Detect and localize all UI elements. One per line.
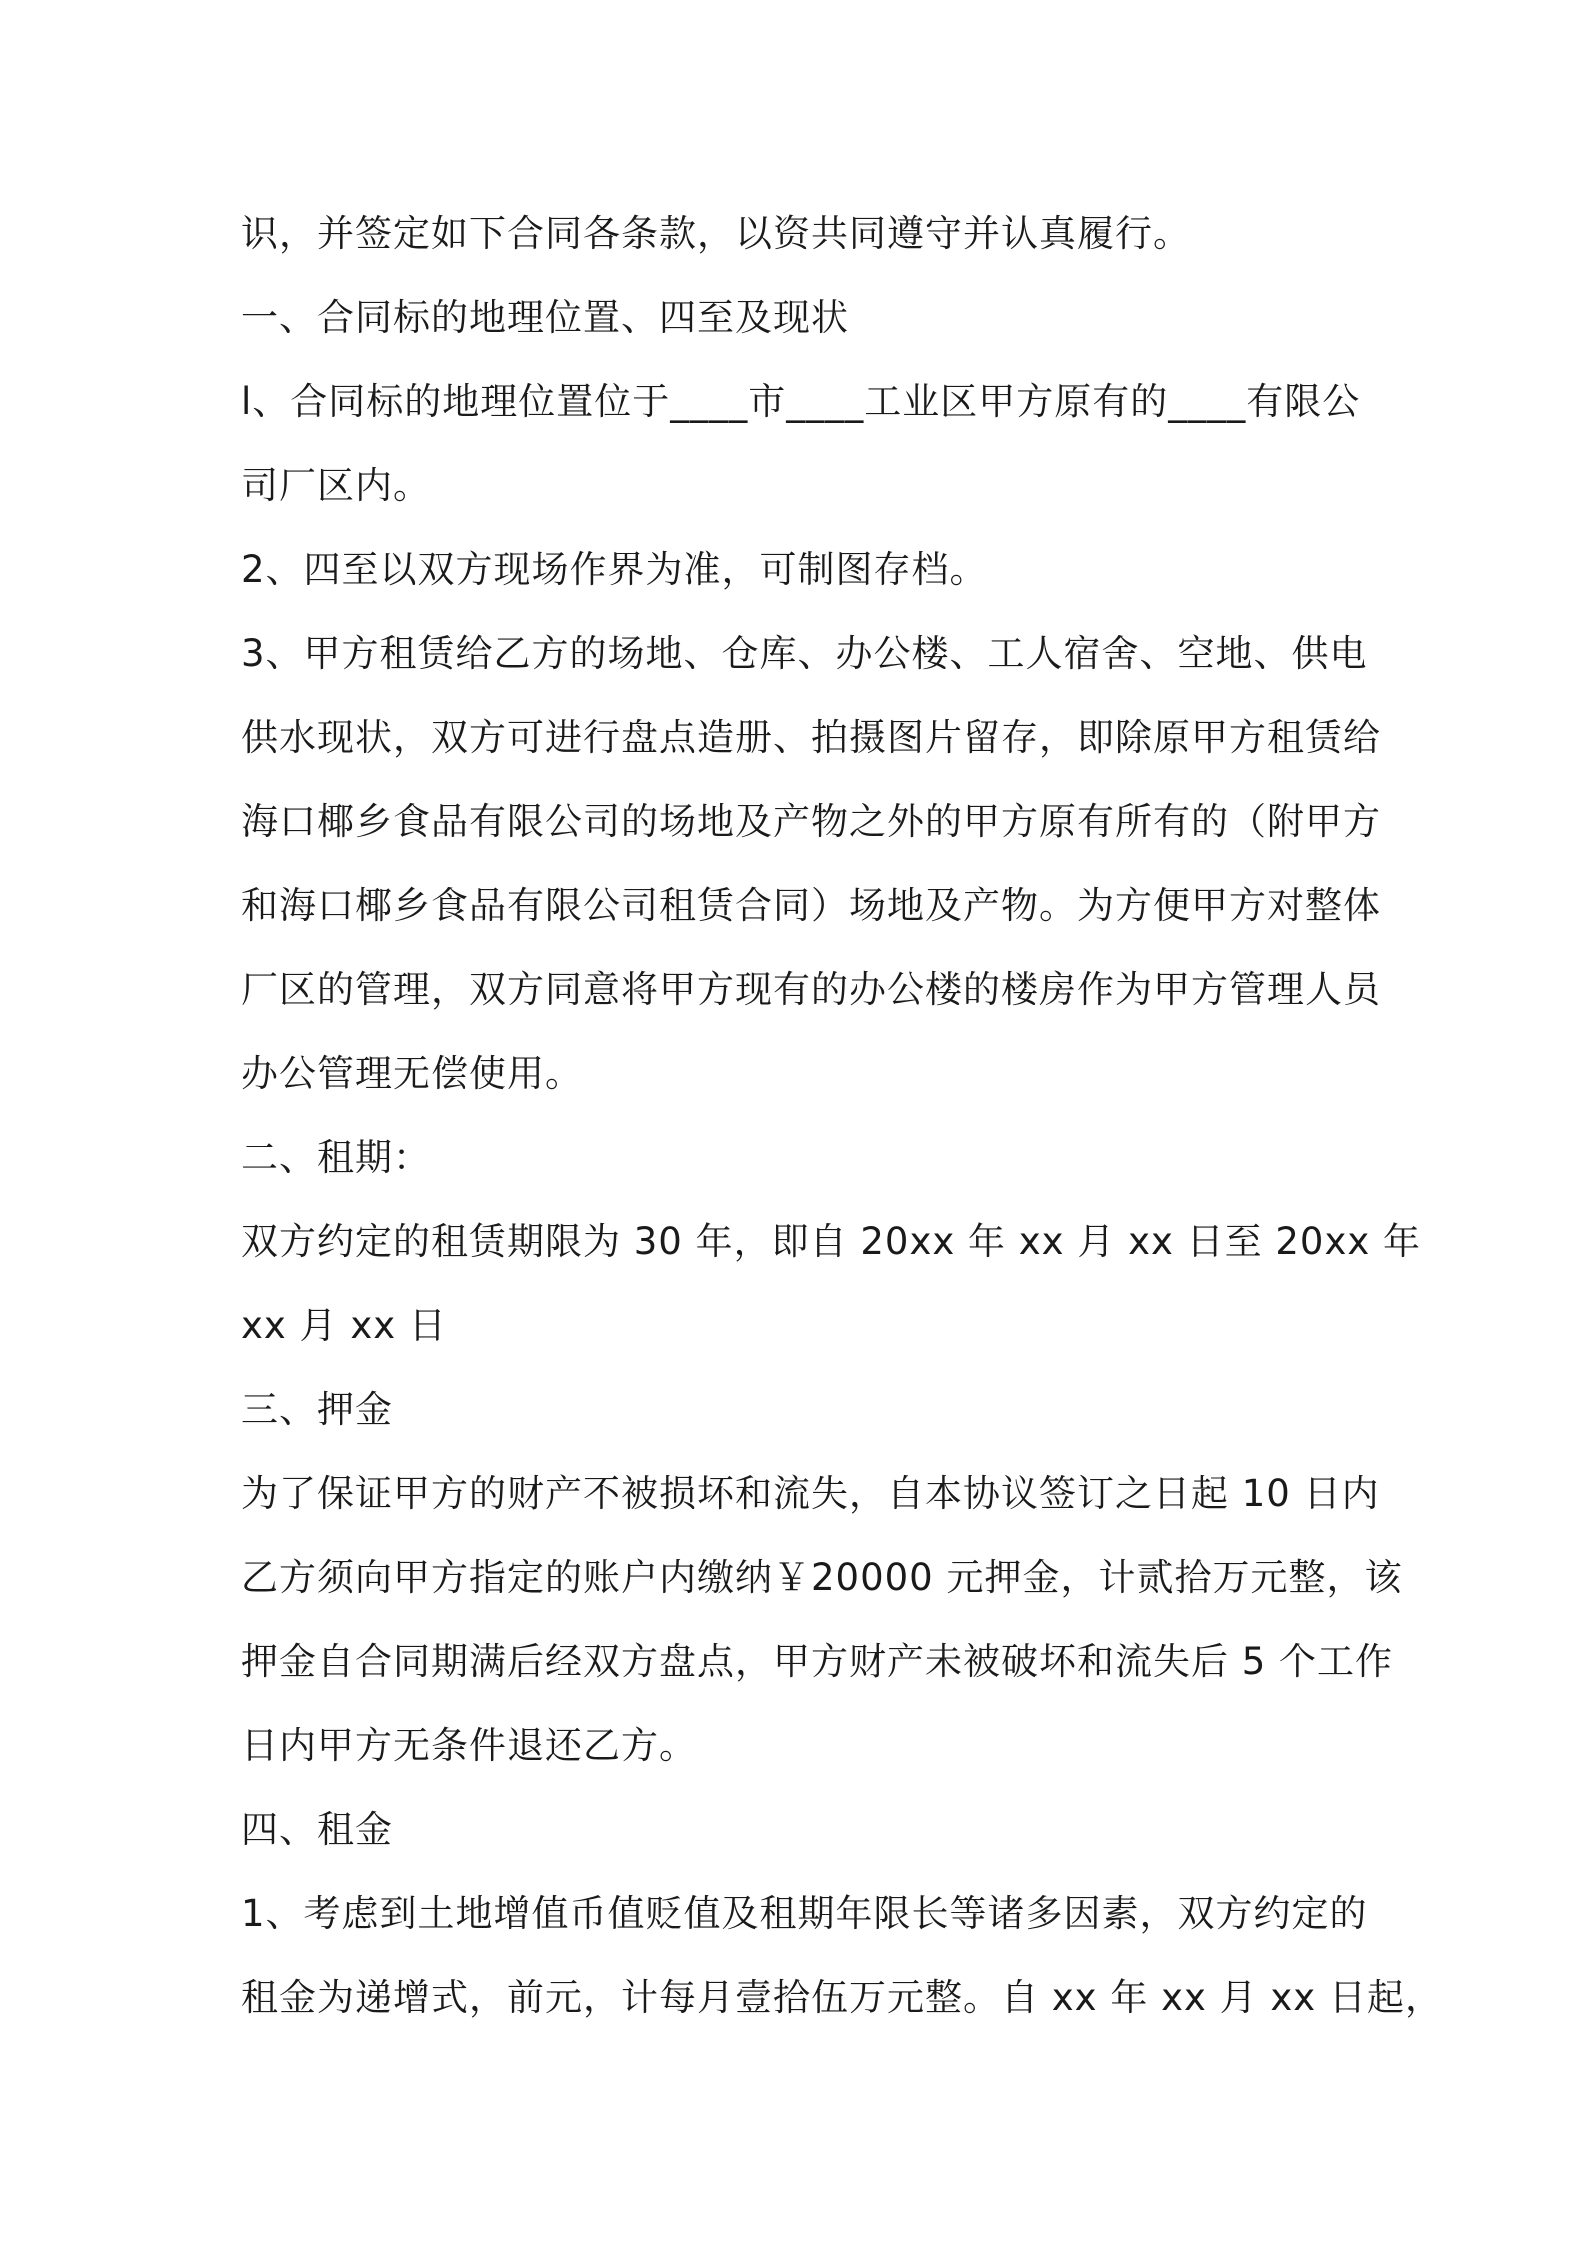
text-line: xx 月 xx 日 [241, 1304, 447, 1347]
text-line: 押金自合同期满后经双方盘点，甲方财产未被破坏和流失后 5 个工作 [241, 1640, 1394, 1683]
text-line: 办公管理无偿使用。 [241, 1052, 583, 1095]
text-line: 和海口椰乡食品有限公司租赁合同）场地及产物。为方便甲方对整体 [241, 884, 1381, 927]
text-line: 3、甲方租赁给乙方的场地、仓库、办公楼、工人宿舍、空地、供电 [241, 632, 1368, 675]
text-line: 租金为递增式，前元，计每月壹拾伍万元整。自 xx 年 xx 月 xx 日起， [241, 1976, 1443, 2019]
text-line: 识，并签定如下合同各条款，以资共同遵守并认真履行。 [241, 212, 1191, 255]
text-line: 厂区的管理，双方同意将甲方现有的办公楼的楼房作为甲方管理人员 [241, 968, 1381, 1011]
text-line: 日内甲方无条件退还乙方。 [241, 1724, 697, 1767]
text-line: 司厂区内。 [241, 464, 431, 507]
section-heading: 一、合同标的地理位置、四至及现状 [241, 296, 849, 339]
section-heading: 三、押金 [241, 1388, 393, 1431]
section-heading: 四、租金 [241, 1808, 393, 1851]
text-line: 双方约定的租赁期限为 30 年，即自 20xx 年 xx 月 xx 日至 20xx 年 [241, 1220, 1422, 1263]
text-line: 1、考虑到土地增值币值贬值及租期年限长等诸多因素，双方约定的 [241, 1892, 1368, 1935]
text-line: 供水现状，双方可进行盘点造册、拍摄图片留存，即除原甲方租赁给 [241, 716, 1381, 759]
text-line: 为了保证甲方的财产不被损坏和流失，自本协议签订之日起 10 日内 [241, 1472, 1380, 1515]
text-line: 乙方须向甲方指定的账户内缴纳￥20000 元押金，计贰拾万元整，该 [241, 1556, 1403, 1599]
section-heading: 二、租期： [241, 1136, 431, 1179]
text-line: 2、四至以双方现场作界为准，可制图存档。 [241, 548, 988, 591]
contract-body [241, 192, 1443, 2040]
text-line: 海口椰乡食品有限公司的场地及产物之外的甲方原有所有的（附甲方 [241, 800, 1381, 843]
text-line: l、合同标的地理位置位于____市____工业区甲方原有的____有限公 [241, 380, 1361, 423]
